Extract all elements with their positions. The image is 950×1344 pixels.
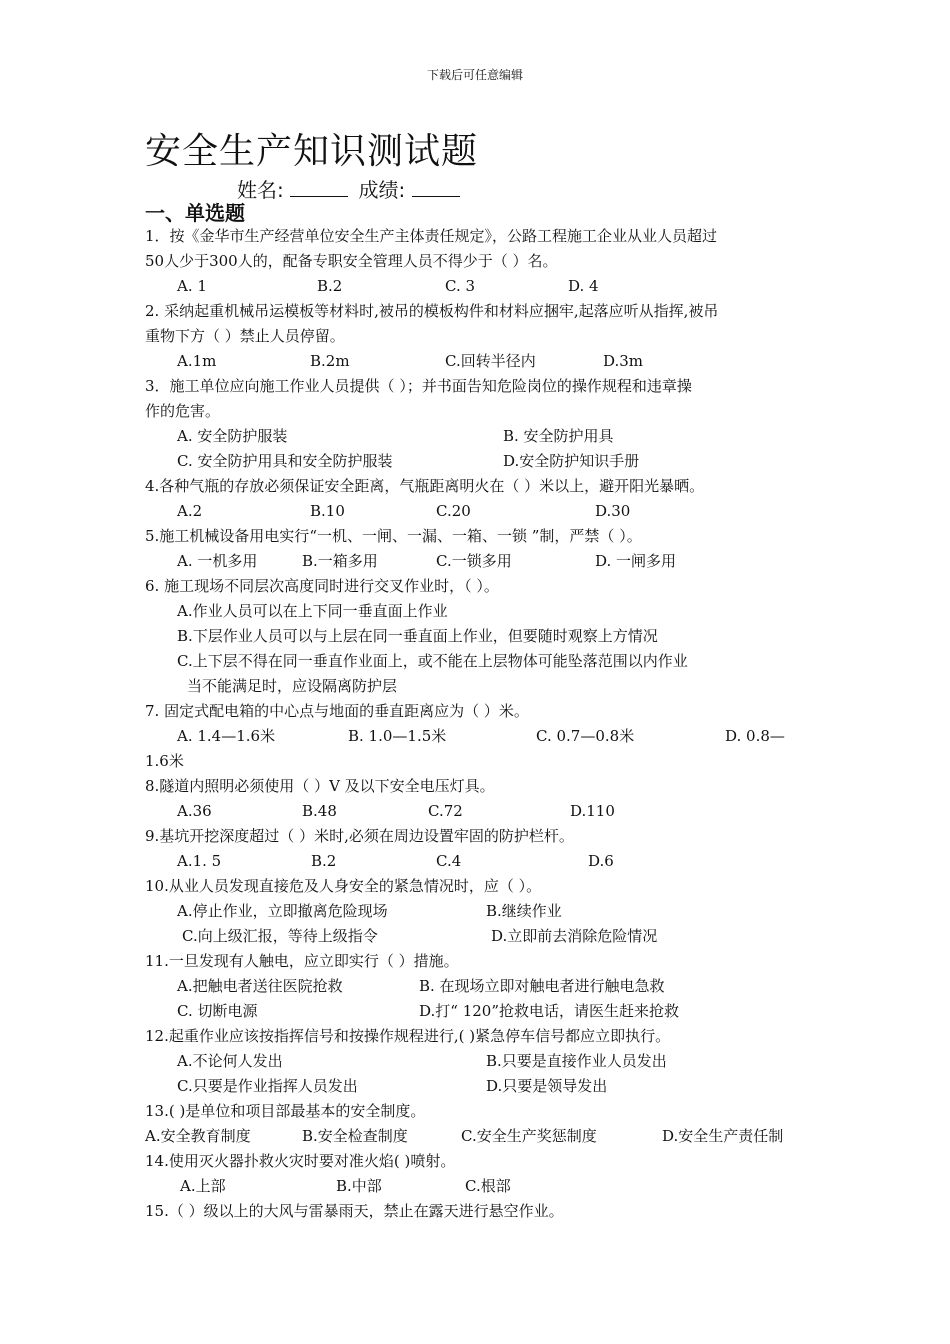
- option-line: [145, 849, 810, 874]
- question-text: 14.使用灭火器扑救火灾时要对准火焰( )喷射。: [145, 1152, 456, 1170]
- question-text-line: [145, 1099, 810, 1124]
- answer-option: D.只要是领导发出: [486, 1077, 608, 1095]
- question-text: 8.隧道内照明必须使用（ ）V 及以下安全电压灯具。: [145, 777, 495, 795]
- answer-option: C.4: [436, 852, 462, 870]
- question-text-line: [145, 699, 810, 724]
- question-text-line: [145, 374, 810, 399]
- question-text: 7. 固定式配电箱的中心点与地面的垂直距离应为（ ）米。: [145, 702, 529, 720]
- question-text-line: [145, 299, 810, 324]
- score-label: 成绩:: [358, 178, 406, 202]
- question-text-line: [145, 749, 810, 774]
- answer-option: C.回转半径内: [445, 352, 536, 370]
- header-note: 下载后可任意编辑: [426, 68, 523, 82]
- answer-option: C.根部: [465, 1177, 511, 1195]
- answer-option: D.110: [570, 802, 615, 820]
- answer-option: A. 1: [177, 277, 207, 295]
- option-line: [145, 349, 810, 374]
- answer-option: B.中部: [336, 1177, 382, 1195]
- answer-option: C.向上级汇报，等待上级指令: [182, 927, 378, 945]
- answer-option: D.30: [595, 502, 631, 520]
- answer-option: B.下层作业人员可以与上层在同一垂直面上作业，但要随时观察上方情况: [177, 627, 658, 645]
- question-text: 11.一旦发现有人触电，应立即实行（ ）措施。: [145, 952, 459, 970]
- answer-option: B.2: [317, 277, 343, 295]
- question-text-line: [145, 324, 810, 349]
- option-line: [145, 549, 810, 574]
- option-line: [145, 724, 810, 749]
- answer-option: C.72: [428, 802, 463, 820]
- question-text: 1.6米: [145, 752, 184, 770]
- question-text-line: [145, 1024, 810, 1049]
- answer-option: C.安全生产奖惩制度: [461, 1127, 597, 1145]
- name-score-line: [237, 176, 460, 203]
- answer-option: C. 切断电源: [177, 1002, 258, 1020]
- option-line: [145, 1049, 810, 1074]
- answer-option: 当不能满足时，应设隔离防护层: [187, 677, 398, 695]
- answer-option: A. 1.4—1.6米: [177, 727, 276, 745]
- question-text: 10.从业人员发现直接危及人身安全的紧急情况时，应（ ）。: [145, 877, 542, 895]
- question-text-line: [145, 1199, 810, 1224]
- answer-option: C.只要是作业指挥人员发出: [177, 1077, 358, 1095]
- option-line: [145, 499, 810, 524]
- score-blank[interactable]: [412, 176, 460, 197]
- option-line: [145, 924, 810, 949]
- option-line: [145, 624, 810, 649]
- answer-option: B.安全检查制度: [302, 1127, 408, 1145]
- question-text-line: [145, 399, 810, 424]
- answer-option: B.2m: [310, 352, 350, 370]
- answer-option: D.3m: [603, 352, 644, 370]
- question-text-line: [145, 524, 810, 549]
- answer-option: B. 安全防护用具: [503, 427, 614, 445]
- question-text-line: [145, 574, 810, 599]
- name-blank[interactable]: [290, 176, 348, 197]
- answer-option: A.上部: [180, 1177, 226, 1195]
- question-text: 5.施工机械设备用电实行“一机、一闸、一漏、一箱、一锁 ”制，严禁（ ）。: [145, 527, 642, 545]
- question-text-line: [145, 224, 810, 249]
- answer-option: B.2: [311, 852, 337, 870]
- question-text: 13.( )是单位和项目部最基本的安全制度。: [145, 1102, 426, 1120]
- answer-option: A.2: [177, 502, 203, 520]
- question-text-line: [145, 774, 810, 799]
- option-line: [145, 1174, 810, 1199]
- question-text-line: [145, 824, 810, 849]
- answer-option: D. 0.8—: [725, 727, 785, 745]
- option-line: [145, 1124, 810, 1149]
- option-line: [145, 899, 810, 924]
- question-text-line: [145, 874, 810, 899]
- answer-option: B. 在现场立即对触电者进行触电急救: [419, 977, 665, 995]
- question-text: 2. 采纳起重机械吊运模板等材料时,被吊的模板构件和材料应捆牢,起落应听从指挥,被吊: [145, 302, 719, 320]
- option-line: [145, 449, 810, 474]
- answer-option: C.一锁多用: [436, 552, 512, 570]
- answer-option: A.36: [177, 802, 212, 820]
- answer-option: D.立即前去消除危险情况: [491, 927, 658, 945]
- answer-option: D. 4: [568, 277, 599, 295]
- option-line: [145, 424, 810, 449]
- answer-option: B.只要是直接作业人员发出: [486, 1052, 667, 1070]
- option-line: [145, 649, 810, 674]
- question-text: 15.（ ）级以上的大风与雷暴雨天，禁止在露天进行悬空作业。: [145, 1202, 564, 1220]
- answer-option: A.把触电者送往医院抢救: [177, 977, 343, 995]
- question-list: [145, 224, 810, 1224]
- option-line: [145, 799, 810, 824]
- option-line: [145, 1074, 810, 1099]
- answer-option: D.打“ 120”抢救电话，请医生赶来抢救: [419, 1002, 679, 1020]
- question-text: 重物下方（ ）禁止人员停留。: [145, 327, 345, 345]
- question-text: 50人少于300人的，配备专职安全管理人员不得少于（ ）名。: [145, 252, 558, 270]
- question-text-line: [145, 1149, 810, 1174]
- option-line: [145, 599, 810, 624]
- page-title: 安全生产知识测试题: [145, 131, 479, 172]
- question-text: 12.起重作业应该按指挥信号和按操作规程进行,( )紧急停车信号都应立即执行。: [145, 1027, 671, 1045]
- answer-option: A.停止作业，立即撤离危险现场: [177, 902, 388, 920]
- option-line: [145, 999, 810, 1024]
- question-text-line: [145, 249, 810, 274]
- question-text: 9.基坑开挖深度超过（ ）米时,必须在周边设置牢固的防护栏杆。: [145, 827, 574, 845]
- question-text: 4.各种气瓶的存放必须保证安全距离，气瓶距离明火在（ ）米以上，避开阳光暴晒。: [145, 477, 705, 495]
- answer-option: A.安全教育制度: [145, 1127, 251, 1145]
- answer-option: A. 一机多用: [177, 552, 258, 570]
- question-text-line: [145, 949, 810, 974]
- answer-option: C. 3: [445, 277, 476, 295]
- answer-option: B.48: [302, 802, 337, 820]
- answer-option: B.继续作业: [486, 902, 562, 920]
- question-text: 1．按《金华市生产经营单位安全生产主体责任规定》，公路工程施工企业从业人员超过: [145, 227, 718, 245]
- question-text: 6. 施工现场不同层次高度同时进行交叉作业时，（ ）。: [145, 577, 499, 595]
- question-text-line: [145, 474, 810, 499]
- answer-option: B. 1.0—1.5米: [348, 727, 447, 745]
- question-text: 作的危害。: [145, 402, 221, 420]
- question-text: 3．施工单位应向施工作业人员提供（ ）；并书面告知危险岗位的操作规程和违章操: [145, 377, 692, 395]
- option-line: [145, 974, 810, 999]
- answer-option: D.安全防护知识手册: [503, 452, 640, 470]
- option-line: [145, 674, 810, 699]
- option-line: [145, 274, 810, 299]
- answer-option: B.10: [310, 502, 345, 520]
- answer-option: A.1m: [177, 352, 217, 370]
- section-title: 一、单选题: [145, 201, 245, 225]
- answer-option: D.安全生产责任制: [662, 1127, 784, 1145]
- answer-option: A. 安全防护服装: [177, 427, 288, 445]
- answer-option: A.1. 5: [177, 852, 222, 870]
- answer-option: A.作业人员可以在上下同一垂直面上作业: [177, 602, 448, 620]
- answer-option: C. 安全防护用具和安全防护服装: [177, 452, 393, 470]
- answer-option: A.不论何人发出: [177, 1052, 283, 1070]
- answer-option: D.6: [588, 852, 614, 870]
- answer-option: C.上下层不得在同一垂直作业面上，或不能在上层物体可能坠落范围以内作业: [177, 652, 688, 670]
- answer-option: C.20: [436, 502, 471, 520]
- answer-option: D. 一闸多用: [595, 552, 677, 570]
- name-label: 姓名:: [237, 178, 284, 202]
- answer-option: B.一箱多用: [302, 552, 378, 570]
- answer-option: C. 0.7—0.8米: [536, 727, 635, 745]
